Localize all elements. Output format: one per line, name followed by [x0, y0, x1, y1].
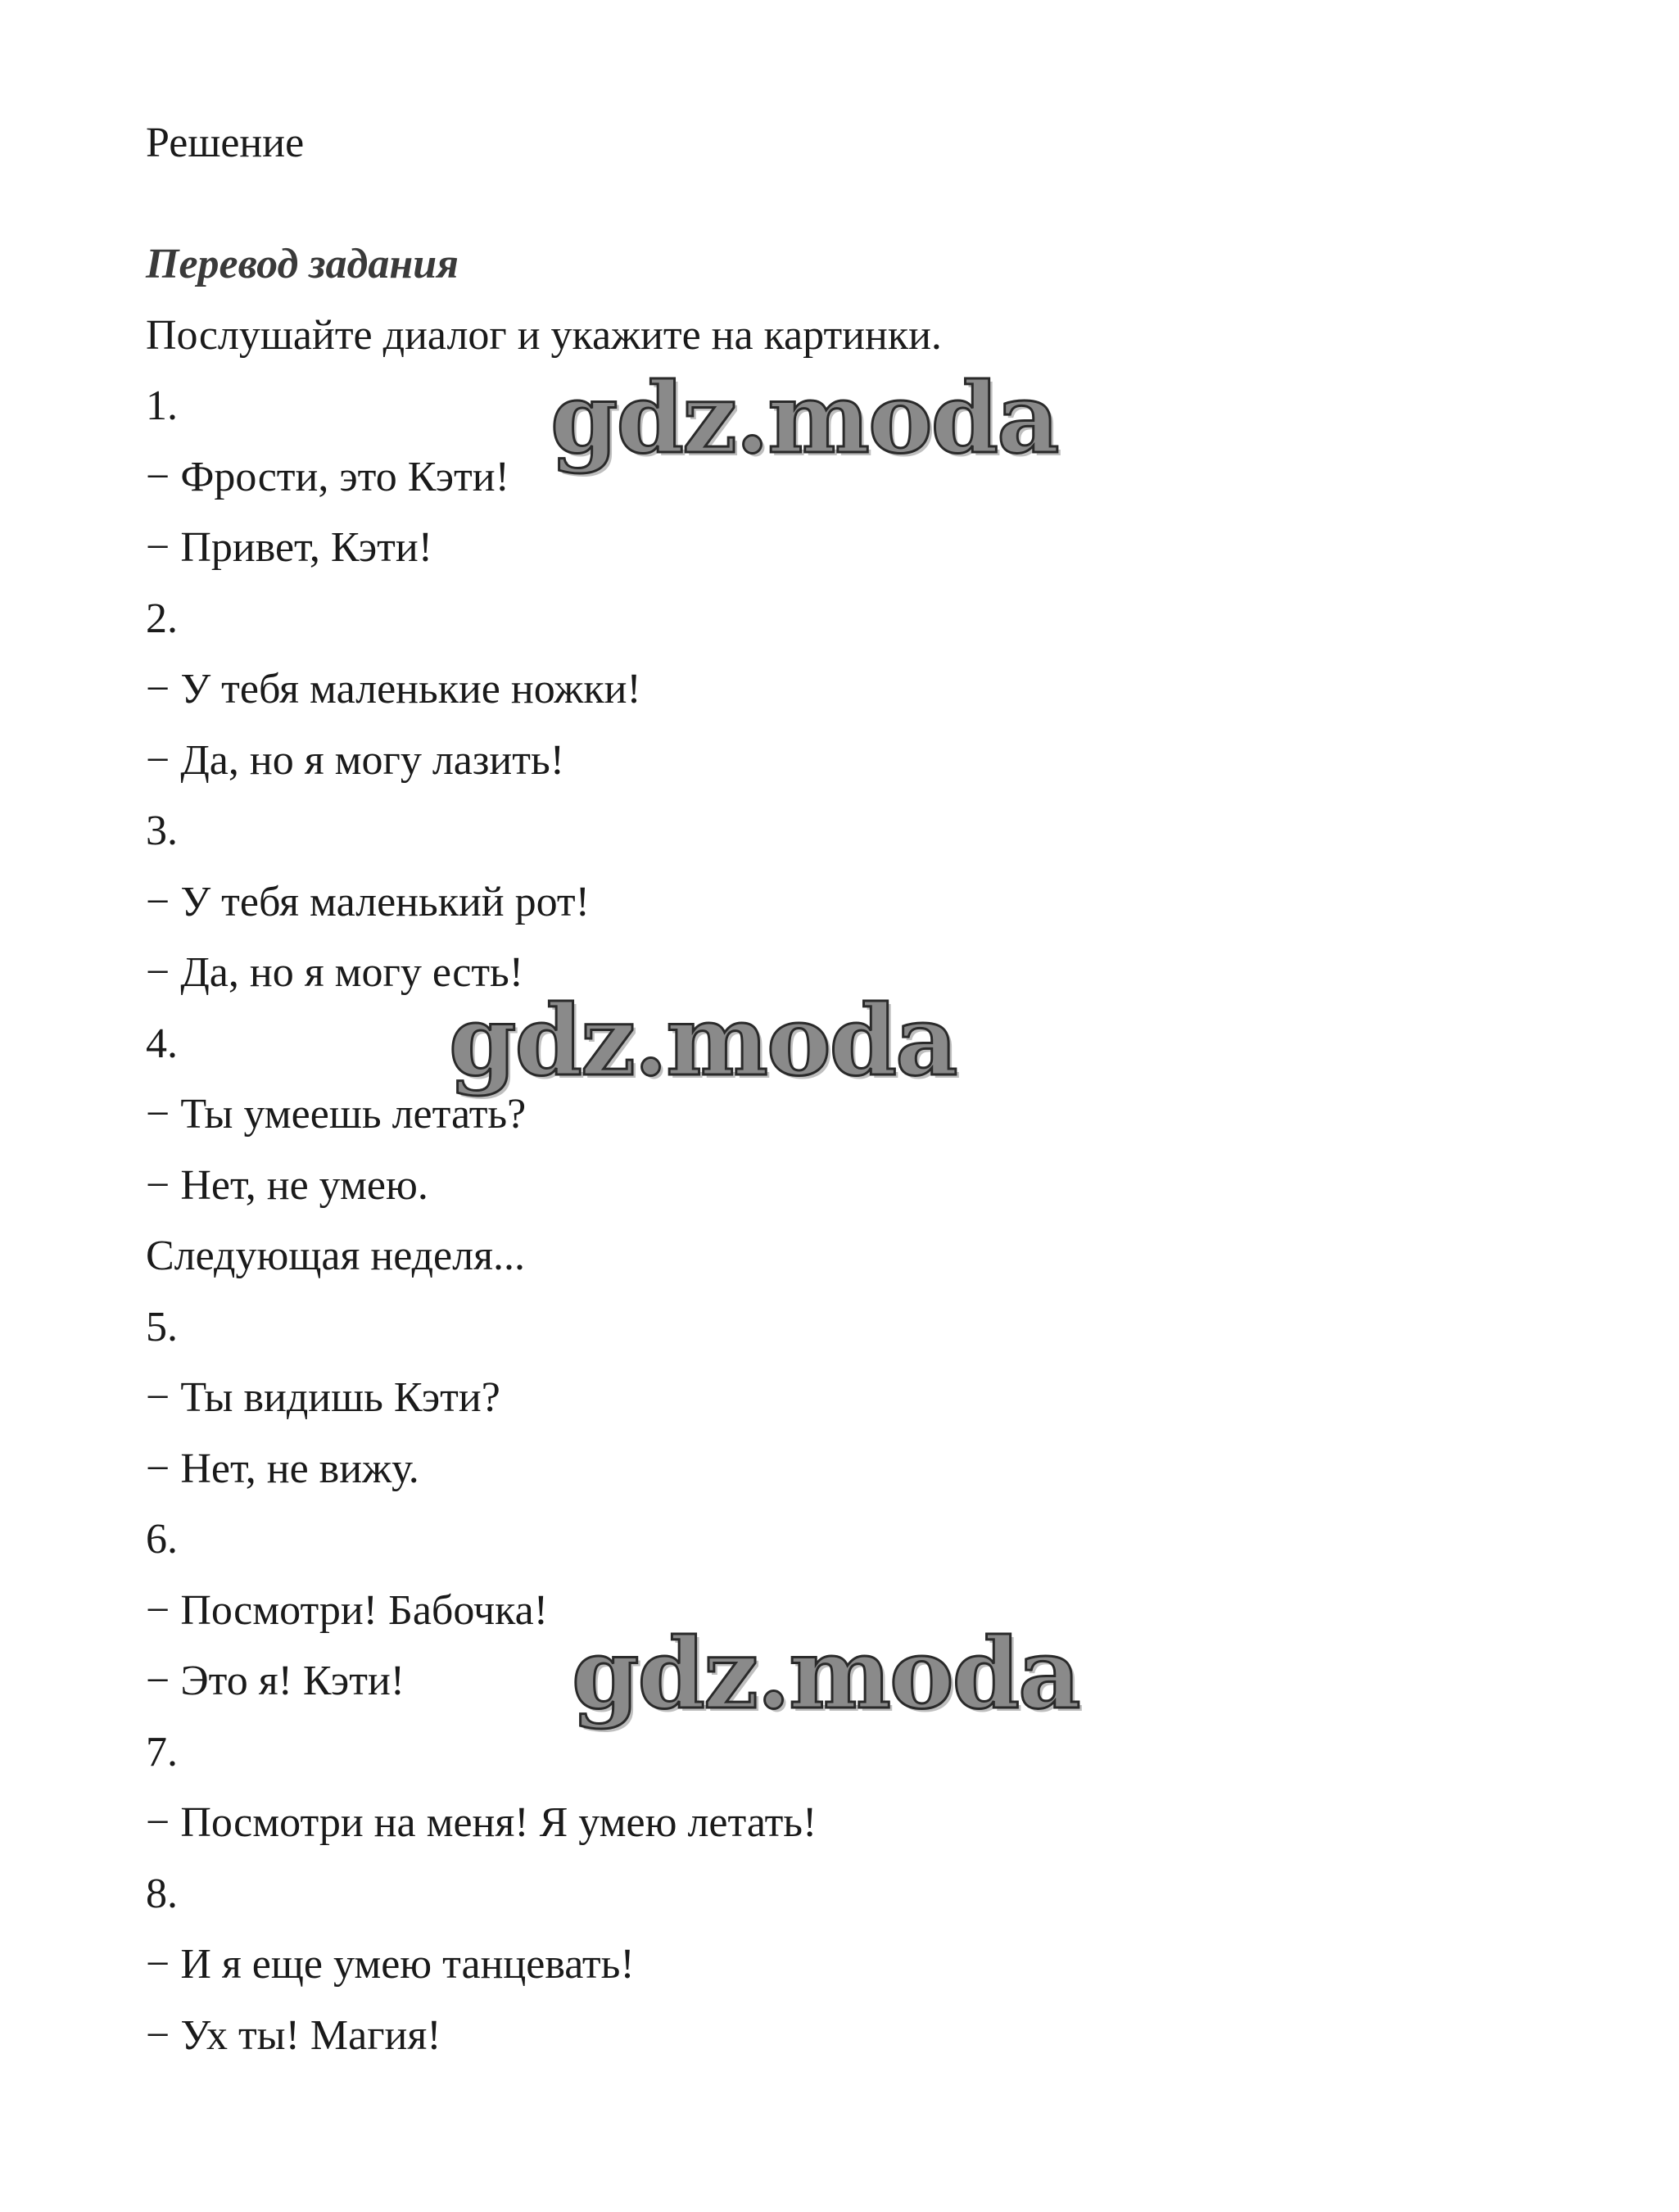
document-heading: Решение	[146, 120, 305, 166]
dialog-line: − У тебя маленький рот!	[146, 878, 590, 925]
dialog-line: − Посмотри! Бабочка!	[146, 1586, 549, 1634]
item-number-5: 5.	[146, 1303, 178, 1350]
translation-subheading: Перевод задания	[146, 241, 459, 287]
dialog-line: − Нет, не вижу.	[146, 1445, 419, 1492]
dialog-line: − Посмотри на меня! Я умею летать!	[146, 1799, 817, 1846]
instruction-line: Послушайте диалог и укажите на картинки.	[146, 311, 942, 359]
item-number-8: 8.	[146, 1870, 178, 1917]
dialog-line: − Ты видишь Кэти?	[146, 1374, 500, 1421]
dialog-line: − У тебя маленькие ножки!	[146, 666, 641, 712]
item-number-2: 2.	[146, 595, 178, 642]
dialog-line: − Да, но я могу есть!	[146, 949, 524, 996]
item-number-4: 4.	[146, 1020, 178, 1067]
dialog-line: − Да, но я могу лазить!	[146, 736, 565, 784]
dialog-line: − Это я! Кэти!	[146, 1658, 405, 1704]
document-body	[146, 108, 1538, 2071]
dialog-line: − Ух ты! Магия!	[146, 2011, 441, 2059]
dialog-line: − Фрости, это Кэти!	[146, 453, 509, 500]
item-number-6: 6.	[146, 1516, 178, 1563]
narration-line: Следующая неделя...	[146, 1233, 525, 1279]
item-number-7: 7.	[146, 1728, 178, 1775]
watermark-logo: gdz.moda	[550, 361, 1058, 475]
dialog-line: − Привет, Кэти!	[146, 524, 433, 571]
item-number-3: 3.	[146, 807, 178, 854]
dialog-line: − Ты умеешь летать?	[146, 1091, 527, 1138]
item-number-1: 1.	[146, 382, 178, 429]
dialog-line: − Нет, не умею.	[146, 1161, 428, 1209]
watermark-logo: gdz.moda	[572, 1617, 1079, 1730]
dialog-line: − И я еще умею танцевать!	[146, 1941, 635, 1988]
watermark-logo: gdz.moda	[449, 984, 957, 1097]
